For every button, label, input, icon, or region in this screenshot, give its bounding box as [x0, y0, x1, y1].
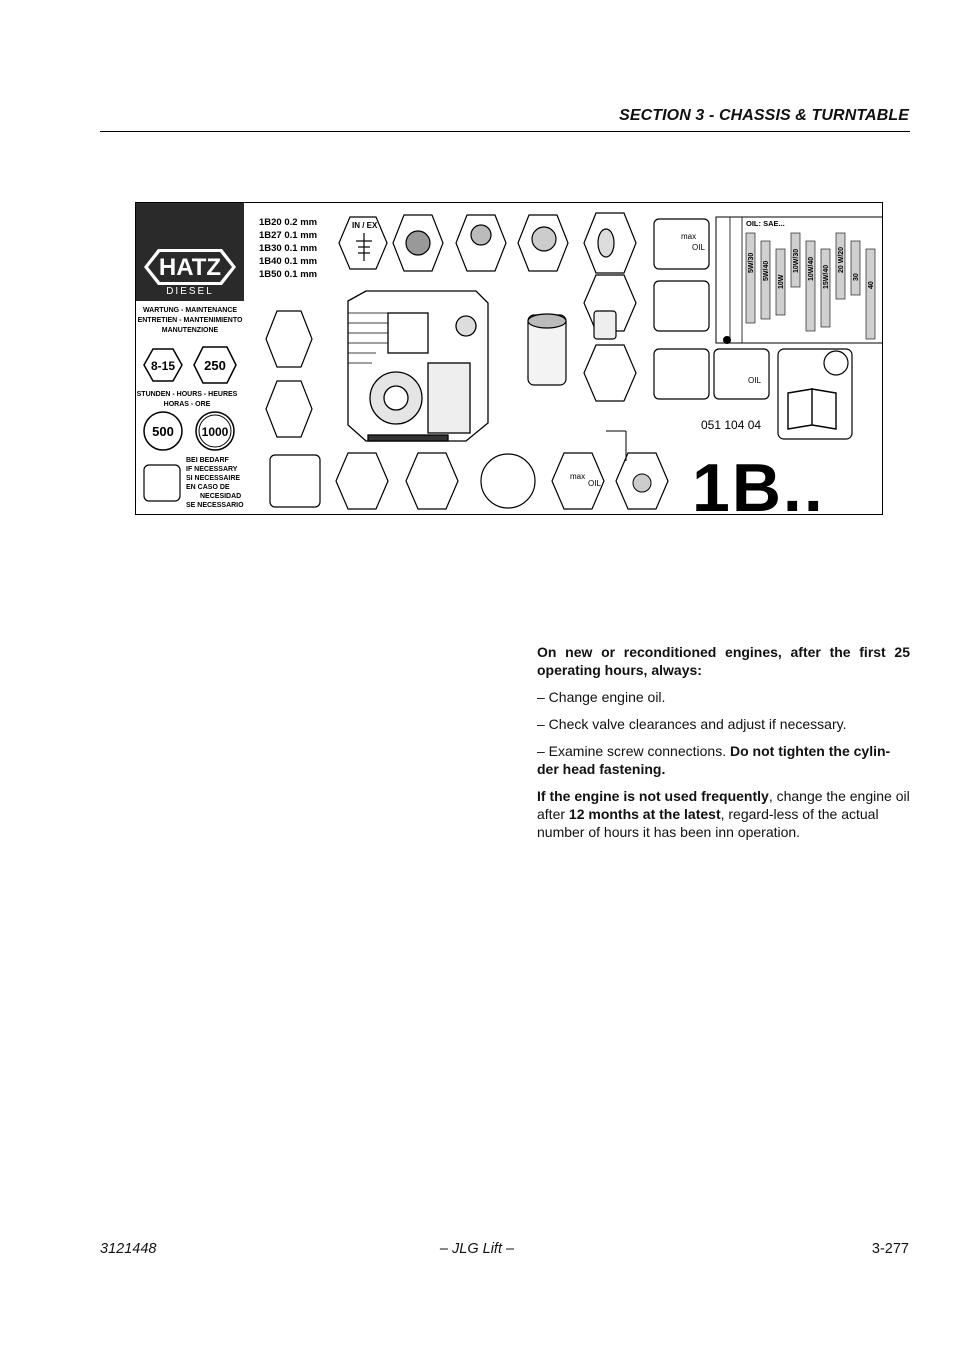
- clearance-row: 1B30 0.1 mm: [259, 243, 318, 254]
- oil-grade-label: 10W/30: [793, 248, 800, 273]
- item3-prefix: – Examine screw connections.: [537, 743, 730, 759]
- model-series-text: 1B..: [692, 450, 825, 516]
- oil-grade-bar: [806, 241, 815, 331]
- clearance-row: 1B27 0.1 mm: [259, 230, 318, 241]
- brush-hexagon: [406, 453, 458, 509]
- clearance-row: 1B50 0.1 mm: [259, 269, 318, 280]
- book-icon: [788, 389, 836, 429]
- dipstick-hexagon: [336, 453, 388, 509]
- item3-warning: Do not tighten the cylin-der head fastening.: [537, 743, 891, 777]
- oil-grade-label: 30: [853, 273, 860, 281]
- oil-fill-box: [714, 349, 769, 399]
- oil-fill-box: [654, 349, 709, 399]
- oil-grade-label: 5W/30: [748, 252, 755, 273]
- necessary-line: BEI BEDARF: [186, 457, 229, 464]
- section-title: SECTION 3 - CHASSIS & TURNTABLE: [619, 107, 909, 124]
- max-label: max: [681, 232, 697, 241]
- header-rule: [100, 131, 910, 132]
- oil-grade-bar: [851, 241, 860, 295]
- brush-box: [270, 455, 320, 507]
- cooling-fins-hexagon: [266, 311, 312, 367]
- engine-drawing: [348, 291, 488, 441]
- interval-1000: 1000: [201, 425, 229, 439]
- page-number: 3-277: [871, 1241, 909, 1257]
- filter-circle: [481, 454, 535, 508]
- item-change-oil: – Change engine oil.: [537, 689, 666, 705]
- hatz-maintenance-decal: [135, 202, 883, 515]
- p2-text1: , change the engine oil after: [537, 788, 910, 822]
- maintenance-line: ENTRETIEN - MANTENIMIENTO: [137, 317, 243, 324]
- oil-label: OIL: [588, 479, 601, 488]
- p2-text2: , regard-less of the actual number of hours it has been inn operation.: [537, 806, 879, 840]
- interval-8-15: 8-15: [150, 359, 176, 373]
- in-ex-label: IN / EX: [352, 221, 378, 230]
- oil-grade-bar: [866, 249, 875, 339]
- clearance-row: 1B20 0.2 mm: [259, 217, 318, 228]
- maintenance-line: WARTUNG - MAINTENANCE: [142, 307, 238, 314]
- oil-grade-label: 15W/40: [823, 264, 830, 289]
- as-needed-box: [144, 465, 180, 501]
- oil-grade-label: 5W/40: [763, 260, 770, 281]
- oil-check-hexagon: [584, 345, 636, 401]
- brand-diesel-text: DIESEL: [166, 286, 214, 297]
- interval-250: 250: [204, 358, 226, 373]
- bolt-icon: [633, 474, 651, 492]
- oil-drain-box: [654, 281, 709, 331]
- item-screw-connections: [537, 742, 910, 778]
- infrequent-use-paragraph: [537, 787, 910, 841]
- oil-label: OIL: [748, 376, 761, 385]
- oil-grade-label: 40: [868, 281, 875, 289]
- footer-center: – JLG Lift –: [439, 1241, 515, 1257]
- doc-number: 3121448: [100, 1241, 157, 1257]
- item-check-valves: – Check valve clearances and adjust if necessary.: [537, 716, 847, 732]
- p2-bold2: 12 months at the latest: [568, 806, 721, 822]
- body-text: [537, 643, 910, 850]
- interval-500: 500: [152, 424, 174, 439]
- oil-grade-bar: [746, 233, 755, 323]
- hours-line: HORAS - ORE: [163, 401, 211, 408]
- part-number: 051 104 04: [701, 418, 762, 432]
- max-label: max: [570, 472, 586, 481]
- hours-line: STUNDEN - HOURS - HEURES: [136, 391, 238, 398]
- lead-paragraph: On new or reconditioned engines, after the first 25 operating hours, always:: [537, 644, 910, 678]
- oil-sae-label: OIL: SAE...: [746, 219, 785, 228]
- oil-grade-label: 10W/40: [808, 256, 815, 281]
- necessary-line: IF NECESSARY: [186, 466, 238, 473]
- maintenance-line: MANUTENZIONE: [161, 327, 219, 334]
- necessary-line: NECESIDAD: [200, 493, 242, 500]
- oil-label: OIL: [692, 243, 705, 252]
- oil-grade-label: 20 W/20: [838, 246, 845, 273]
- decal-illustration: [136, 203, 883, 515]
- inspect-hexagon: [266, 381, 312, 437]
- brand-hatz-text: HATZ: [158, 254, 222, 281]
- p2-bold1: If the engine is not used frequently: [537, 788, 769, 804]
- oil-grade-label: 10W: [778, 274, 785, 289]
- necessary-line: EN CASO DE: [186, 484, 230, 491]
- necessary-line: SI NECESSAIRE: [186, 475, 241, 482]
- necessary-line: SE NECESSARIO: [186, 502, 244, 509]
- clearance-row: 1B40 0.1 mm: [259, 256, 318, 267]
- eye-icon: [824, 351, 848, 375]
